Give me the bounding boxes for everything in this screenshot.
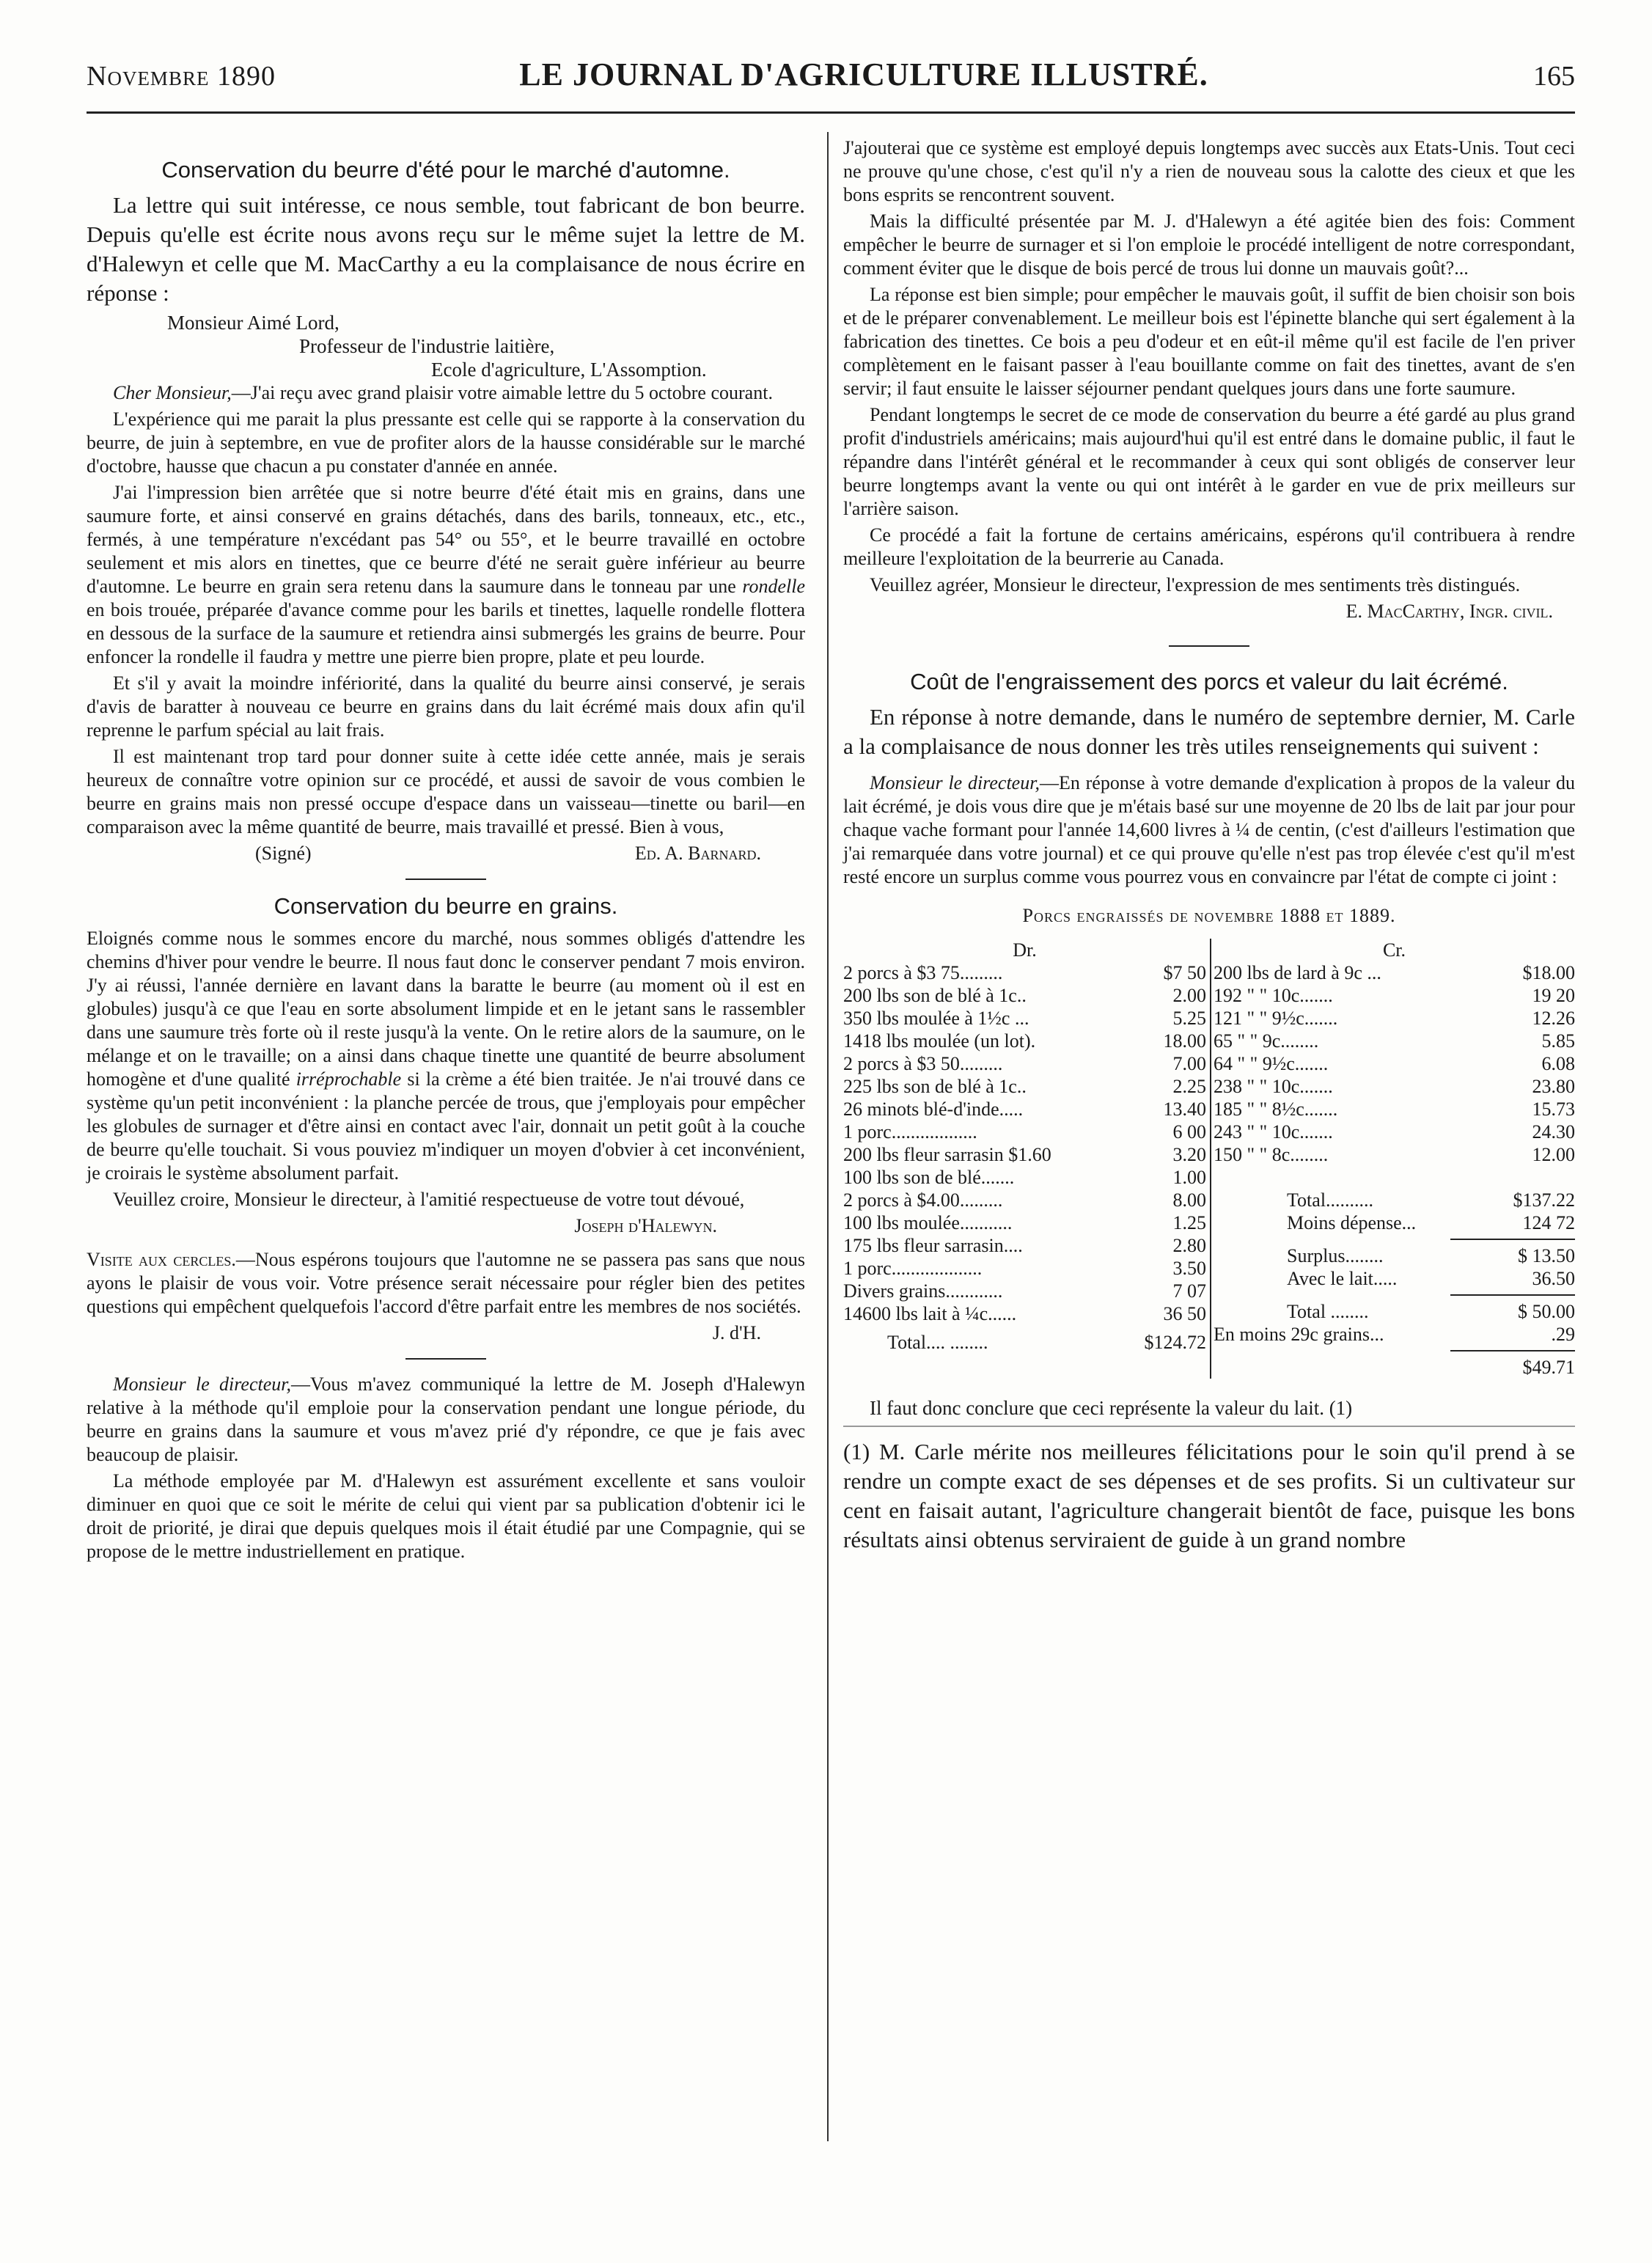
paragraph-text: —J'ai reçu avec grand plaisir votre aimable lettre du 5 octobre courant.	[231, 382, 773, 403]
milk-amount: 36.50	[1532, 1268, 1575, 1289]
right-column	[843, 136, 1575, 1555]
cr-item-amount: 5.85	[1541, 1030, 1575, 1052]
cr-item-label: 65 " " 9c........	[1213, 1030, 1319, 1052]
cr-item-amount: $18.00	[1522, 962, 1575, 983]
dr-row	[843, 1098, 1206, 1121]
signature: Joseph d'Halewyn.	[574, 1215, 717, 1236]
debit-total-row	[843, 1331, 1206, 1354]
dr-item-amount: $7 50	[1163, 962, 1206, 983]
cr-row	[1214, 1121, 1575, 1143]
dr-row	[843, 1257, 1206, 1280]
dr-row	[843, 1166, 1206, 1189]
paragraph: Ce procédé a fait la fortune de certains américains, espérons qu'il contribuera à rendre meilleure l'exploitation de la beurrerie au Canada.	[843, 524, 1575, 569]
total2-amount: $ 50.00	[1518, 1301, 1575, 1322]
paragraph-text: —En réponse à votre demande d'explication à propos de la valeur du lait écrémé, je dois vous dire que je m'étais basé sur une moyenne de 20 lbs de lait par jour pour chaque vache formant pour l'année 14,600 livres à ¼ de centin, (c'est d'ailleurs l'estimation que j'ai remarquée dans votre journal) et ce qui prouve qu'elle n'est pas trop élevée c'est qu'il m'est resté encore un surplus comme vous pourrez vous en convaincre par l'état de compte ci joint :	[843, 772, 1575, 887]
dr-item-label: 1 porc..................	[843, 1121, 977, 1142]
signature: E. MacCarthy, Ingr. civil.	[1346, 601, 1553, 622]
paragraph	[87, 1373, 805, 1467]
article-title-summer-butter: Conservation du beurre d'été pour le marché d'automne.	[161, 157, 730, 183]
page-number: 165	[1533, 61, 1575, 92]
debit-total-label: Total.... ........	[887, 1332, 988, 1353]
debit-rows	[843, 961, 1206, 1325]
dr-item-amount: 7.00	[1172, 1053, 1206, 1074]
dr-item-label: 100 lbs moulée...........	[843, 1212, 1013, 1233]
signed-label: (Signé)	[255, 843, 312, 864]
less-grain-amount: .29	[1551, 1324, 1575, 1345]
less-grain-row	[1214, 1323, 1575, 1346]
paragraph: J'ajouterai que ce système est employé depuis longtemps avec succès aux Etats-Unis. Tout ceci ne prouve qu'une chose, c'est qu'il n'y a rien de nouveau sous la calotte des cieux et que les bons esprits se rencontrent souvent.	[843, 137, 1575, 205]
italic-word: irréprochable	[295, 1068, 402, 1090]
paragraph	[843, 771, 1575, 889]
address-line: Professeur de l'industrie laitière,	[299, 335, 555, 357]
paragraph: Veuillez croire, Monsieur le directeur, à l'amitié respectueuse de votre tout dévoué,	[113, 1189, 745, 1210]
final-row	[1214, 1356, 1575, 1379]
dr-item-label: 1 porc...................	[843, 1258, 983, 1279]
signature-row	[87, 1321, 805, 1345]
separator	[405, 1358, 486, 1360]
expense-amount: 124 72	[1522, 1212, 1575, 1233]
separator	[405, 879, 486, 880]
dr-item-amount: 6 00	[1172, 1121, 1206, 1142]
paragraph: Et s'il y avait la moindre infériorité, dans la qualité du beurre ainsi conservé, je serais d'avis de baratter à nouveau ce beurre en grains dans du lait écrémé mais doux afin qu'il reprenne le parfum spécial au lait frais.	[87, 672, 805, 741]
paragraph: Pendant longtemps le secret de ce mode de conservation du beurre a été gardé au plus grand profit d'industriels américains; mais aujourd'hui qu'il est entré dans le domaine public, il faut le répandre dans l'intérêt général et le recommander à ceux qui sont obligés de conserver leur beurre longtemps avant la vente ou qui ont intérêt à le garder en vue de prix meilleurs sur l'arrière saison.	[843, 404, 1575, 519]
sum-rule	[1450, 1294, 1575, 1296]
article-title-butter-grains: Conservation du beurre en grains.	[274, 893, 618, 919]
credit-total-row	[1214, 1189, 1575, 1211]
surplus-amount: $ 13.50	[1518, 1245, 1575, 1266]
dr-item-label: 350 lbs moulée à 1½c ...	[843, 1008, 1029, 1029]
dr-item-amount: 7 07	[1172, 1280, 1206, 1302]
dr-item-label: 2 porcs à $3 50.........	[843, 1053, 1003, 1074]
expense-row	[1214, 1211, 1575, 1234]
account-ledger	[843, 939, 1575, 1379]
paragraph-text: en bois trouée, préparée d'avance comme pour les barils et tinettes, laquelle rondelle flottera en dessous de la surface de la saumure et retiendra ainsi submergés les grains de beurre. Pour enfoncer la rondelle il faudra y mettre une pierre bien propre, plate et peu lourde.	[87, 599, 805, 667]
dr-item-label: 200 lbs son de blé à 1c..	[843, 985, 1027, 1006]
sum-rule	[1450, 1239, 1575, 1240]
article-title-pig-fattening: Coût de l'engraissement des porcs et valeur du lait écrémé.	[910, 669, 1508, 694]
italic-word: rondelle	[742, 576, 806, 597]
debit-total: $124.72	[1144, 1332, 1206, 1353]
dr-row	[843, 961, 1206, 984]
paragraph: Mais la difficulté présentée par M. J. d'Halewyn a été agitée bien des fois: Comment empêcher le beurre de surnager et si l'on emploie le procédé intelligent de notre correspondant, comment éviter que le disque de bois percé de trous lui donne un mauvais goût?...	[843, 210, 1575, 279]
cr-item-amount: 19 20	[1532, 985, 1575, 1006]
dr-item-amount: 2.80	[1172, 1235, 1206, 1256]
section-head: Visite aux cercles.	[87, 1249, 236, 1270]
credit-column	[1206, 939, 1575, 1379]
cr-item-amount: 15.73	[1532, 1099, 1575, 1120]
salutation: Monsieur le directeur,	[113, 1373, 292, 1395]
dr-row	[843, 1007, 1206, 1030]
cr-item-label: 192 " " 10c.......	[1213, 985, 1333, 1006]
total2-label: Total ........	[1286, 1301, 1369, 1322]
dr-item-label: 2 porcs à $3 75.........	[843, 962, 1003, 983]
ledger-title: Porcs engraissés de novembre 1888 et 1889.	[1022, 905, 1396, 926]
cr-item-amount: 6.08	[1541, 1053, 1575, 1074]
dr-item-amount: 3.20	[1172, 1144, 1206, 1165]
dr-item-label: 225 lbs son de blé à 1c..	[843, 1076, 1027, 1097]
cr-item-label: 243 " " 10c.......	[1213, 1121, 1333, 1142]
dr-item-amount: 18.00	[1163, 1030, 1206, 1052]
dr-row	[843, 984, 1206, 1007]
cr-row	[1214, 1143, 1575, 1166]
cr-item-label: 64 " " 9½c.......	[1213, 1053, 1329, 1074]
credit-rows	[1214, 961, 1575, 1166]
dr-item-amount: 2.00	[1172, 985, 1206, 1006]
cr-row	[1214, 1030, 1575, 1052]
cr-item-amount: 12.26	[1532, 1008, 1575, 1029]
paragraph	[87, 1248, 805, 1318]
dr-item-label: 14600 lbs lait à ¼c......	[843, 1303, 1017, 1324]
expense-label: Moins dépense...	[1286, 1212, 1417, 1233]
paragraph: L'expérience qui me parait la plus pressante est celle qui se rapporte à la conservation du beurre, de juin à septembre, en vue de profiter alors de la hausse considérable sur le marché d'octobre, hausse que chacun a pu constater d'année en année.	[87, 408, 805, 477]
column-rule	[827, 132, 829, 2141]
credit-header: Cr.	[1382, 939, 1406, 961]
credit-total: $137.22	[1513, 1189, 1575, 1211]
address-line: Ecole d'agriculture, L'Assomption.	[431, 359, 707, 381]
cr-row	[1214, 1075, 1575, 1098]
paragraph-text: —Nous espérons toujours que l'automne ne se passera pas sans que nous ayons le plaisir de vous voir. Votre présence serait nécessaire pour régler bien des petites questions qui empêchent quelquefois l'accord d'être parfait entre les membres de nos sociétés.	[87, 1249, 806, 1317]
article-intro: La lettre qui suit intéresse, ce nous semble, tout fabricant de bon beurre. Depuis qu'elle est écrite nous avons reçu sur le même sujet la lettre de M. d'Halewyn et celle que M. MacCarthy a eu la complaisance de nous écrire en réponse :	[87, 192, 805, 306]
separator	[1169, 645, 1249, 647]
dr-row	[843, 1189, 1206, 1211]
conclusion: Il faut donc conclure que ceci représente la valeur du lait. (1)	[870, 1397, 1353, 1419]
final-amount: $49.71	[1522, 1357, 1575, 1378]
signature-row	[87, 842, 805, 865]
paragraph	[87, 381, 805, 405]
journal-title: LE JOURNAL D'AGRICULTURE ILLUSTRÉ.	[519, 56, 1208, 92]
salutation: Monsieur le directeur,	[870, 772, 1040, 793]
milk-row	[1214, 1267, 1575, 1290]
paragraph	[87, 481, 805, 669]
dr-item-label: 1418 lbs moulée (un lot).	[843, 1030, 1036, 1052]
surplus-label: Surplus........	[1286, 1245, 1384, 1266]
credit-total-label: Total..........	[1286, 1189, 1374, 1211]
address-line: Monsieur Aimé Lord,	[167, 312, 339, 334]
cr-row	[1214, 1052, 1575, 1075]
debit-header: Dr.	[1013, 939, 1037, 961]
dr-item-amount: 1.25	[1172, 1212, 1206, 1233]
sum-rule	[1450, 1350, 1575, 1351]
dr-row	[843, 1075, 1206, 1098]
dr-item-amount: 8.00	[1172, 1189, 1206, 1211]
paragraph: Veuillez agréer, Monsieur le directeur, l'expression de mes sentiments très distingués.	[870, 574, 1521, 595]
dr-row	[843, 1302, 1206, 1325]
paragraph: La réponse est bien simple; pour empêcher le mauvais goût, il suffit de bien choisir son bois et de le préparer convenablement. Le meilleur bois est l'épinette blanche qui sert également à la fabrication des tinettes. Ce bois a peu d'odeur et en eût-il même qu'il est facile de l'en priver complètement en le faisant passer à l'eau bouillante comme on fait des tinettes, avant de s'en servir; il faut ensuite le laisser séjourner pendant quelques jours dans une forte saumure.	[843, 284, 1575, 399]
header-date: Novembre 1890	[87, 61, 276, 92]
dr-row	[843, 1121, 1206, 1143]
footnote-rule	[843, 1426, 1575, 1427]
dr-item-label: 100 lbs son de blé.......	[843, 1167, 1015, 1188]
footnote: (1) M. Carle mérite nos meilleures félicitations pour le soin qu'il prend à se rendre un compte exact de ses dépenses et de ses profits. Si un cultivateur sur cent en faisait autant, l'agriculture changerait bientôt de face, puisque les bons résultats ainsi obtenus serviraient de guide à un grand nombre	[843, 1439, 1575, 1552]
dr-item-amount: 5.25	[1172, 1008, 1206, 1029]
surplus-row	[1214, 1244, 1575, 1267]
dr-item-amount: 1.00	[1172, 1167, 1206, 1188]
dr-item-label: 2 porcs à $4.00.........	[843, 1189, 1003, 1211]
paragraph	[87, 927, 805, 1185]
dr-row	[843, 1280, 1206, 1302]
paragraph-text: Eloignés comme nous le sommes encore du marché, nous sommes obligés d'attendre les chemins d'hiver pour vendre le beurre. Il nous faut donc le conserver pendant 7 mois environ. J'y ai réussi, l'année dernière en lavant dans la baratte le beurre (au moment où il est en globules) jusqu'à ce que l'eau en sorte absolument limpide et en le jetant sans le rassembler dans une saumure très forte où il reste jusqu'à la vente. On le retire alors de la saumure, on le mélange et on le travaille; on a ainsi dans chaque tinette une quantité de beurre absolument homogène et d'une qualité	[87, 928, 805, 1090]
dr-row	[843, 1052, 1206, 1075]
cr-row	[1214, 984, 1575, 1007]
salutation: Cher Monsieur,	[113, 382, 232, 403]
paragraph-text: —Vous m'avez communiqué la lettre de M. Joseph d'Halewyn relative à la méthode qu'il emploie pour la conservation pendant une longue période, du beurre en grains dans la saumure et vous m'avez prié d'y répondre, ce que je fais avec beaucoup de plaisir.	[87, 1373, 805, 1465]
debit-column	[843, 939, 1206, 1379]
cr-item-amount: 12.00	[1532, 1144, 1575, 1165]
cr-item-label: 238 " " 10c.......	[1213, 1076, 1333, 1097]
milk-label: Avec le lait.....	[1286, 1268, 1398, 1289]
paragraph: Il est maintenant trop tard pour donner suite à cette idée cette année, mais je serais heureux de connaître votre opinion sur ce procédé, et aussi de savoir de vous combien le beurre en grains mais non pressé occupe d'espace dans un vaisseau—tinette ou baril—en comparaison avec la même quantité de beurre, mais travaillé et pressé. Bien à vous,	[87, 746, 805, 837]
dr-item-label: 26 minots blé-d'inde.....	[843, 1099, 1024, 1120]
header-rule	[87, 111, 1575, 114]
dr-item-label: 175 lbs fleur sarrasin....	[843, 1235, 1023, 1256]
paragraph-text: J'ai l'impression bien arrêtée que si notre beurre d'été était mis en grains, dans une saumure forte, et ainsi conservé en grains détachés, dans des barils, tonneaux, etc., etc., fermés, à une température n'excédant pas 54° ou 55°, et le beurre travaillé en octobre seulement et mis alors en tinettes, que ce beurre d'été ne serait guère inférieur au beurre d'automne. Le beurre en grain sera retenu dans la saumure dans le tonneau par une	[87, 482, 805, 597]
dr-row	[843, 1143, 1206, 1166]
dr-item-amount: 3.50	[1172, 1258, 1206, 1279]
signature: J. d'H.	[712, 1322, 761, 1343]
dr-item-amount: 36 50	[1163, 1303, 1206, 1324]
paragraph-text: si la crème a été bien traitée. Je n'ai trouvé dans ce système qu'un petit inconvénient : la planche percée de trous, que j'employais pour empêcher les globules de surnager et d'être ainsi en contact avec l'air, donnait un petit goût à la couche de beurre qu'elle touchait. Si vous pouviez m'indiquer un moyen d'obvier à cet inconvénient, je croirais le système absolument parfait.	[87, 1068, 806, 1184]
dr-item-amount: 2.25	[1172, 1076, 1206, 1097]
page-header	[87, 53, 1575, 97]
cr-item-label: 185 " " 8½c.......	[1213, 1099, 1338, 1120]
cr-item-label: 200 lbs de lard à 9c ...	[1213, 962, 1381, 983]
dr-row	[843, 1234, 1206, 1257]
signature-row	[843, 600, 1575, 623]
cr-item-label: 150 " " 8c........	[1213, 1144, 1329, 1165]
dr-item-label: Divers grains............	[843, 1280, 1003, 1302]
cr-item-amount: 23.80	[1532, 1076, 1575, 1097]
total2-row	[1214, 1300, 1575, 1323]
cr-row	[1214, 1098, 1575, 1121]
dr-row	[843, 1211, 1206, 1234]
signature: Ed. A. Barnard.	[634, 843, 761, 864]
left-column	[87, 147, 805, 1566]
address-block	[87, 311, 805, 381]
signature-row	[87, 1214, 805, 1238]
cr-row	[1214, 961, 1575, 984]
cr-item-amount: 24.30	[1532, 1121, 1575, 1142]
cr-row	[1214, 1007, 1575, 1030]
dr-row	[843, 1030, 1206, 1052]
dr-item-label: 200 lbs fleur sarrasin $1.60	[843, 1144, 1051, 1165]
article-intro: En réponse à notre demande, dans le numéro de septembre dernier, M. Carle a la complaisance de nous donner les très utiles renseignements qui suivent :	[843, 704, 1575, 759]
paragraph: La méthode employée par M. d'Halewyn est assurément excellente et sans vouloir diminuer en quoi que ce soit le mérite de celui qui vient par sa publication d'obtenir ici le droit de priorité, je dirai que depuis quelques mois il était étudié par une Compagnie, qui se propose de le mettre industriellement en pratique.	[87, 1470, 805, 1562]
dr-item-amount: 13.40	[1163, 1099, 1206, 1120]
less-grain-label: En moins 29c grains...	[1213, 1324, 1384, 1345]
cr-item-label: 121 " " 9½c.......	[1213, 1008, 1338, 1029]
